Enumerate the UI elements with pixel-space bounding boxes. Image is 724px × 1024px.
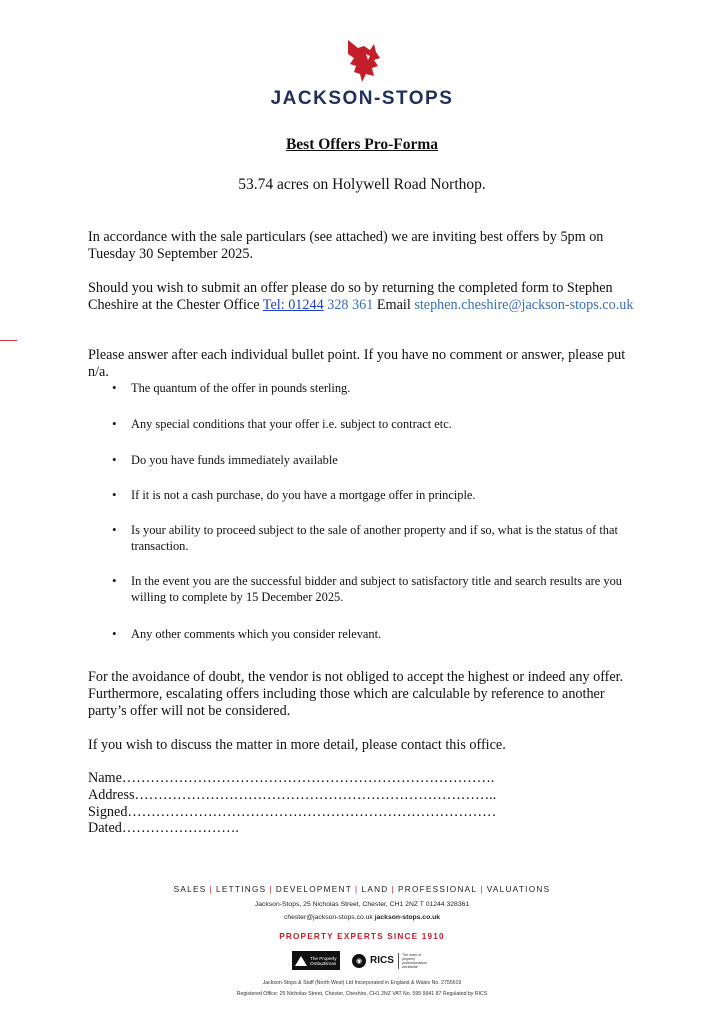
footer-tagline: PROPERTY EXPERTS SINCE 1910 bbox=[279, 932, 445, 941]
instructions-paragraph: Please answer after each individual bullet point. If you have no comment or answer, please put n/a. bbox=[88, 347, 626, 380]
submission-paragraph bbox=[88, 280, 643, 314]
page-title: Best Offers Pro-Forma bbox=[285, 136, 439, 153]
telephone-link[interactable]: Tel: 01244 bbox=[262, 297, 324, 313]
margin-mark bbox=[0, 340, 17, 341]
disclaimer-paragraph: For the avoidance of doubt, the vendor is not obliged to accept the highest or indeed any offer. Furthermore, escalating offers including those which are calculable by reference to another party’s offer will not be considered. bbox=[88, 669, 624, 719]
signature-form bbox=[88, 770, 496, 837]
list-item: • Is your ability to proceed subject to the sale of another property and if so, what is the status of that transaction. bbox=[112, 522, 642, 554]
ombudsman-triangle-icon bbox=[295, 956, 307, 966]
service-development: DEVELOPMENT bbox=[275, 885, 353, 894]
dated-field[interactable]: Dated……………………. bbox=[88, 820, 239, 837]
footer-contact bbox=[0, 914, 724, 921]
address-field[interactable]: Address………………………………………………………………….. bbox=[88, 786, 497, 803]
list-item: • In the event you are the successful bidder and subject to satisfactory title and search results are you willing to complete by 15 December 2025. bbox=[112, 573, 642, 605]
legal-line-1: Jackson-Stops & Staff (North West) Ltd Incorporated in England & Wales No. 2755619 bbox=[262, 980, 462, 986]
ombudsman-label: The Property Ombudsman bbox=[310, 955, 337, 966]
footer-services: SALES | LETTINGS | DEVELOPMENT | LAND | PROFESSIONAL | VALUATIONS bbox=[173, 885, 551, 894]
deadline-paragraph: In accordance with the sale particulars (see attached) we are inviting best offers by 5pm on Tuesday 30 September 2025. bbox=[88, 229, 604, 262]
rics-circle-icon: ◉ bbox=[352, 954, 366, 968]
signed-field[interactable]: Signed…………………………………………………………………… bbox=[88, 803, 497, 820]
list-item: • The quantum of the offer in pounds sterling. bbox=[112, 380, 350, 396]
service-lettings: LETTINGS bbox=[215, 885, 267, 894]
list-item: • If it is not a cash purchase, do you have a mortgage offer in principle. bbox=[112, 487, 476, 503]
list-item: • Any other comments which you consider relevant. bbox=[112, 626, 381, 642]
service-land: LAND bbox=[361, 885, 389, 894]
telephone-rest: 328 361 bbox=[323, 297, 374, 313]
service-professional: PROFESSIONAL bbox=[397, 885, 478, 894]
property-subtitle: 53.74 acres on Holywell Road Northop. bbox=[238, 176, 486, 193]
rics-note: The mark of property professionalism worldwide bbox=[398, 953, 432, 969]
email-label: Email bbox=[373, 297, 415, 313]
brand-name: JACKSON-STOPS bbox=[270, 88, 454, 109]
legal-line-2: Registered Office: 25 Nicholas Street, Chester, Cheshire, CH1 2NZ VAT No. 595 9941 87 Regulated by RICS bbox=[236, 991, 488, 997]
list-item: • Do you have funds immediately available bbox=[112, 452, 338, 468]
submission-text: Should you wish to submit an offer please do so by returning the completed form to Stephen Cheshire at the Chester Office bbox=[88, 280, 613, 313]
red-fox-head-icon bbox=[340, 38, 384, 84]
footer-address: Jackson-Stops, 25 Nicholas Street, Chester, CH1 2NZ T 01244 328361 bbox=[254, 901, 470, 908]
rics-badge bbox=[352, 953, 432, 969]
name-field[interactable]: Name……………………………………………………………………. bbox=[88, 770, 495, 786]
company-logo bbox=[0, 38, 724, 110]
rics-label: RICS bbox=[370, 955, 394, 966]
service-valuations: VALUATIONS bbox=[486, 885, 551, 894]
property-ombudsman-badge bbox=[292, 951, 340, 970]
accreditation-badges bbox=[0, 951, 724, 970]
contact-paragraph: If you wish to discuss the matter in more detail, please contact this office. bbox=[88, 737, 506, 753]
service-sales: SALES bbox=[173, 885, 207, 894]
footer-email[interactable]: chester@jackson-stops.co.uk bbox=[283, 914, 373, 921]
footer-website[interactable]: jackson-stops.co.uk bbox=[374, 914, 441, 921]
email-link[interactable]: stephen.cheshire@jackson-stops.co.uk bbox=[414, 297, 634, 313]
list-item: • Any special conditions that your offer i.e. subject to contract etc. bbox=[112, 416, 452, 432]
